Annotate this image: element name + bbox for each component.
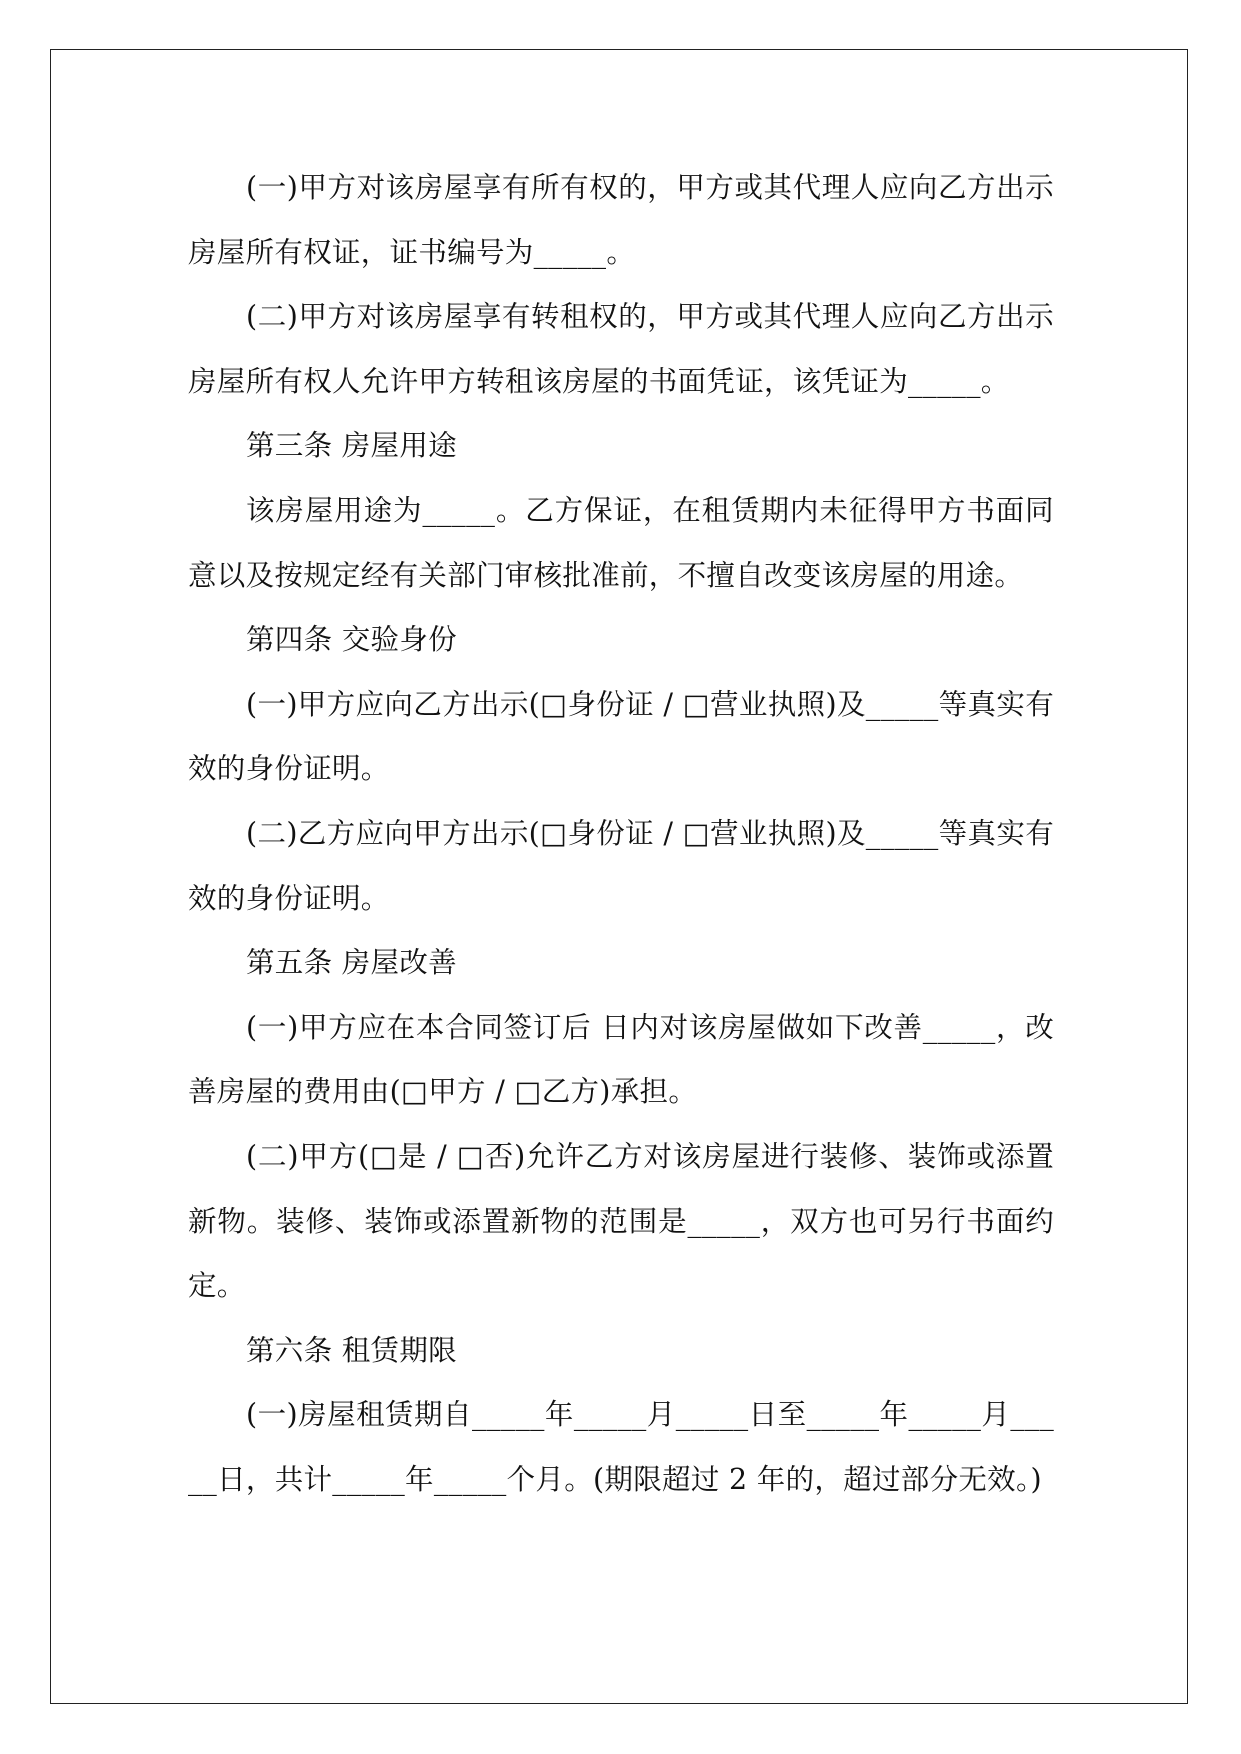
document-body: [188, 156, 1054, 1512]
clause-4-heading: 第四条 交验身份: [246, 623, 457, 657]
clause-6-heading: 第六条 租赁期限: [246, 1333, 457, 1367]
clause-3-body: 该房屋用途为_____。乙方保证，在租赁期内未征得甲方书面同意以及按规定经有关部门审核批准前，不擅自改变该房屋的用途。: [188, 493, 1054, 592]
clause-2-item-2: (二)甲方对该房屋享有转租权的，甲方或其代理人应向乙方出示房屋所有权人允许甲方转租该房屋的书面凭证，该凭证为_____。: [188, 300, 1054, 398]
clause-5-item-1: (一)甲方应在本合同签订后 日内对该房屋做如下改善_____，改善房屋的费用由(□甲方 / □乙方)承担。: [188, 1010, 1054, 1109]
clause-6-item-1: (一)房屋租赁期自_____年_____月_____日至_____年_____月_____日，共计_____年_____个月。(期限超过 2 年的，超过部分无效。): [188, 1398, 1054, 1496]
clause-4-item-2: (二)乙方应向甲方出示(□身份证 / □营业执照)及_____等真实有效的身份证明。: [188, 816, 1054, 915]
clause-5-heading: 第五条 房屋改善: [246, 946, 457, 980]
clause-3-heading: 第三条 房屋用途: [246, 429, 457, 463]
clause-4-item-1: (一)甲方应向乙方出示(□身份证 / □营业执照)及_____等真实有效的身份证明。: [188, 687, 1054, 786]
clause-2-item-1: (一)甲方对该房屋享有所有权的，甲方或其代理人应向乙方出示房屋所有权证，证书编号为_____。: [188, 171, 1054, 269]
clause-5-item-2: (二)甲方(□是 / □否)允许乙方对该房屋进行装修、装饰或添置新物。装修、装饰或添置新物的范围是_____，双方也可另行书面约定。: [188, 1139, 1054, 1303]
